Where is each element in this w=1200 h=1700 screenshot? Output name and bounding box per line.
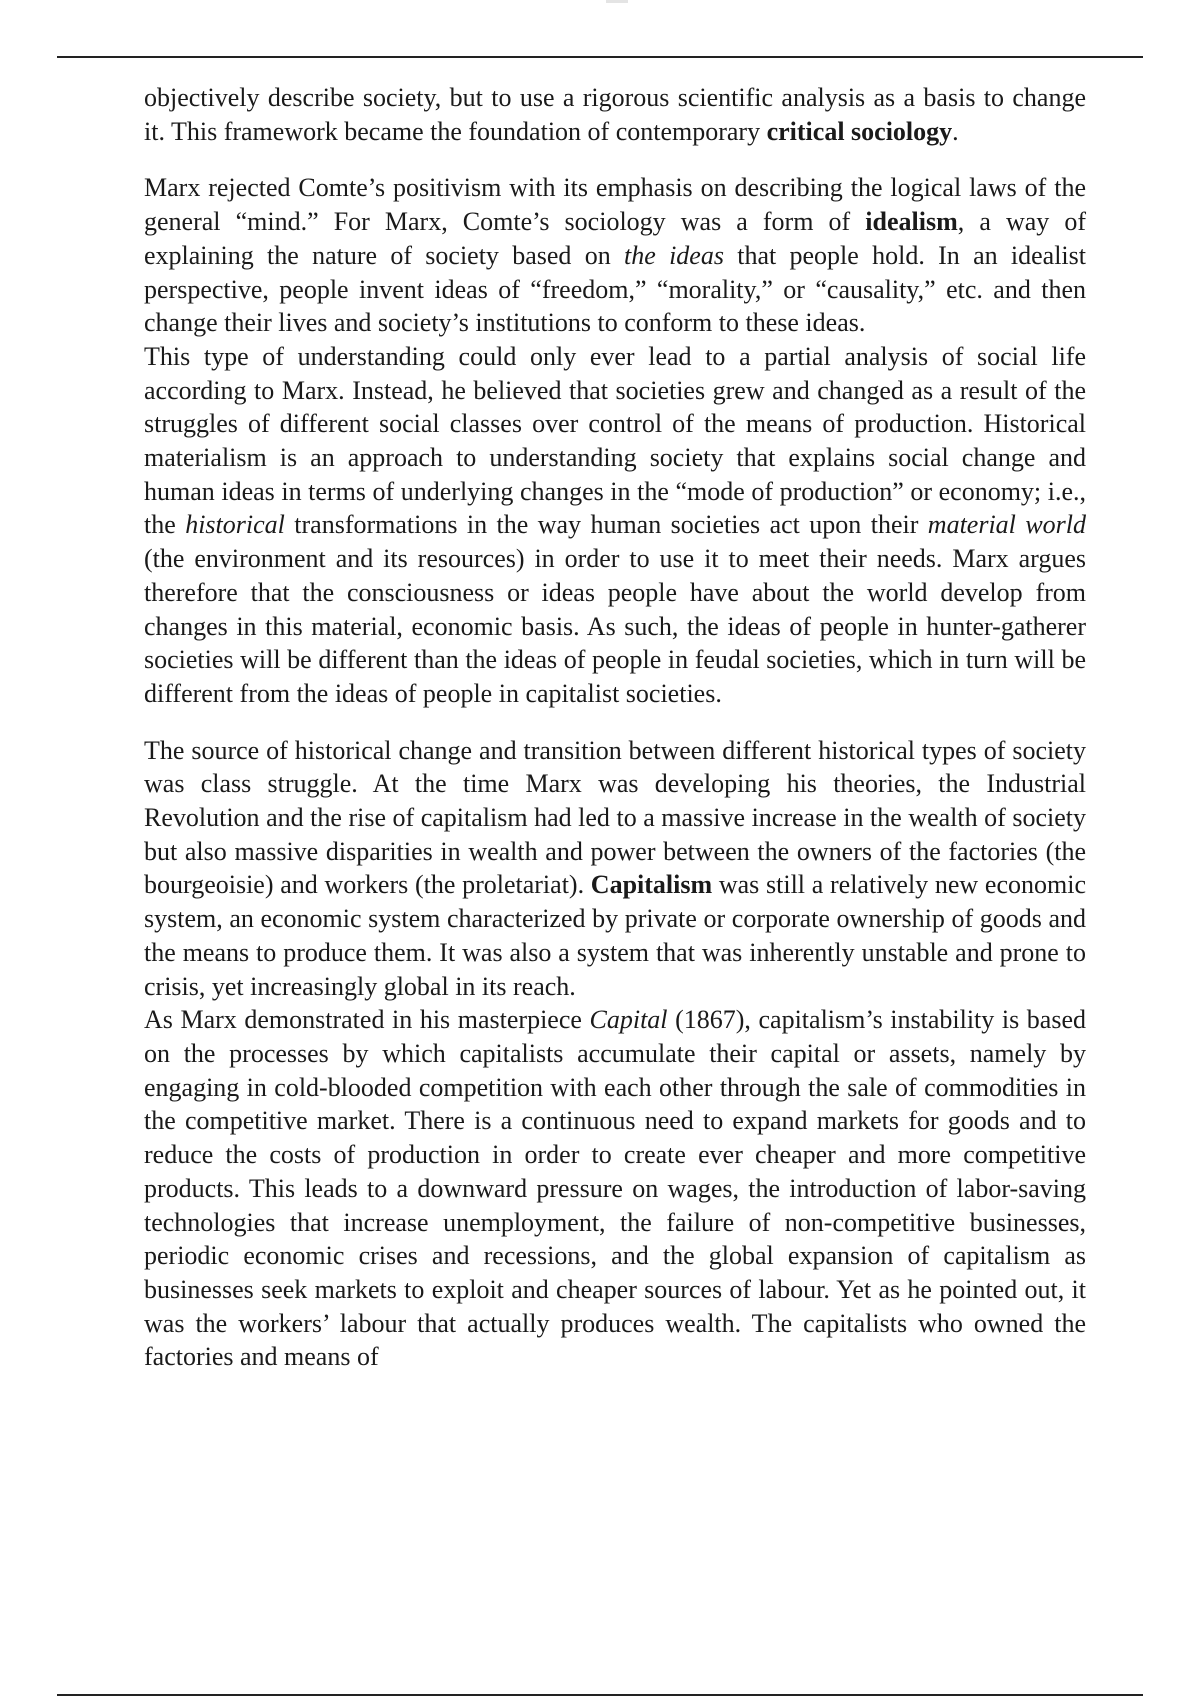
header-rule <box>57 56 1143 58</box>
term-idealism: idealism <box>865 207 958 237</box>
paragraph-capital <box>144 1003 1086 1374</box>
text-run: (the environment and its resources) in order to use it to meet their needs. Marx argues therefore that the consciousness or ideas people have about the world develop from changes in this material, economic basis. As such, the ideas of people in hunter-gatherer societies will be different than the ideas of people in feudal societies, which in turn will be different from the ideas of people in capitalist societies. <box>144 544 1086 708</box>
text-run: This type of understanding could only ever lead to a partial analysis of social life according to Marx. Instead, he believed that societies grew and changed as a result of the struggles of different social classes over control of the means of production. Historical materialism is an approach to understanding society that explains social change and human ideas in terms of underlying changes in the “mode of production” or economy; i.e., the <box>144 341 1086 540</box>
text-run: The source of historical change and transition between different historical types of society was class struggle. At the time Marx was developing his theories, the Industrial Revolution and the rise of capitalism had led to a massive increase in the wealth of society but also massive disparities in wealth and power between the owners of the factories (the bourgeoisie) and workers (the proletariat). <box>144 735 1086 900</box>
footer-rule <box>57 1694 1143 1696</box>
text-run: Marx rejected Comte’s positivism with its emphasis on describing the logical laws of the general “mind.” For Marx, Comte’s sociology was a form of <box>144 173 1086 237</box>
paragraph-class-struggle <box>144 734 1086 1004</box>
term-critical-sociology: critical sociology <box>766 116 953 146</box>
document-body <box>144 81 1086 1374</box>
paragraph-idealism <box>144 171 1086 340</box>
emphasis-the-ideas: the ideas <box>624 240 724 270</box>
text-run: transformations in the way human societies act upon their <box>284 510 928 540</box>
text-run: . <box>952 116 959 146</box>
emphasis-material-world: material world <box>927 510 1087 540</box>
page-top-mark <box>606 0 628 3</box>
text-run: that people hold. In an idealist perspective, people invent ideas of “freedom,” “morality,” or “causality,” etc. and then change their lives and society’s institutions to conform to these ideas. <box>144 240 1086 338</box>
emphasis-historical: historical <box>185 510 285 540</box>
paragraph-historical-materialism <box>144 340 1086 711</box>
text-run: As Marx demonstrated in his masterpiece <box>144 1005 590 1035</box>
text-run: (1867), capitalism’s instability is based on the processes by which capitalists accumulate their capital or assets, namely by engaging in cold-blooded competition with each other through the sale of commodities in the competitive market. There is a continuous need to expand markets for goods and to reduce the costs of production in order to create ever cheaper and more competitive products. This leads to a downward pressure on wages, the introduction of labor-saving technologies that increase unemployment, the failure of non-competitive businesses, periodic economic crises and recessions, and the global expansion of capitalism as businesses seek markets to exploit and cheaper sources of labour. Yet as he pointed out, it was the workers’ labour that actually produces wealth. The capitalists who owned the factories and means of <box>144 1005 1086 1372</box>
text-run: was still a relatively new economic system, an economic system characterized by private or corporate ownership of goods and the means to produce them. It was also a system that was inherently unstable and prone to crisis, yet increasingly global in its reach. <box>144 870 1086 1001</box>
text-run: objectively describe society, but to use a rigorous scientific analysis as a basis to change it. This framework became the foundation of contemporary <box>144 83 1086 146</box>
paragraph-critical-sociology <box>144 81 1086 148</box>
text-run: , a way of explaining the nature of society based on <box>144 207 1087 270</box>
title-capital: Capital <box>589 1005 668 1035</box>
term-capitalism: Capitalism <box>590 870 713 900</box>
